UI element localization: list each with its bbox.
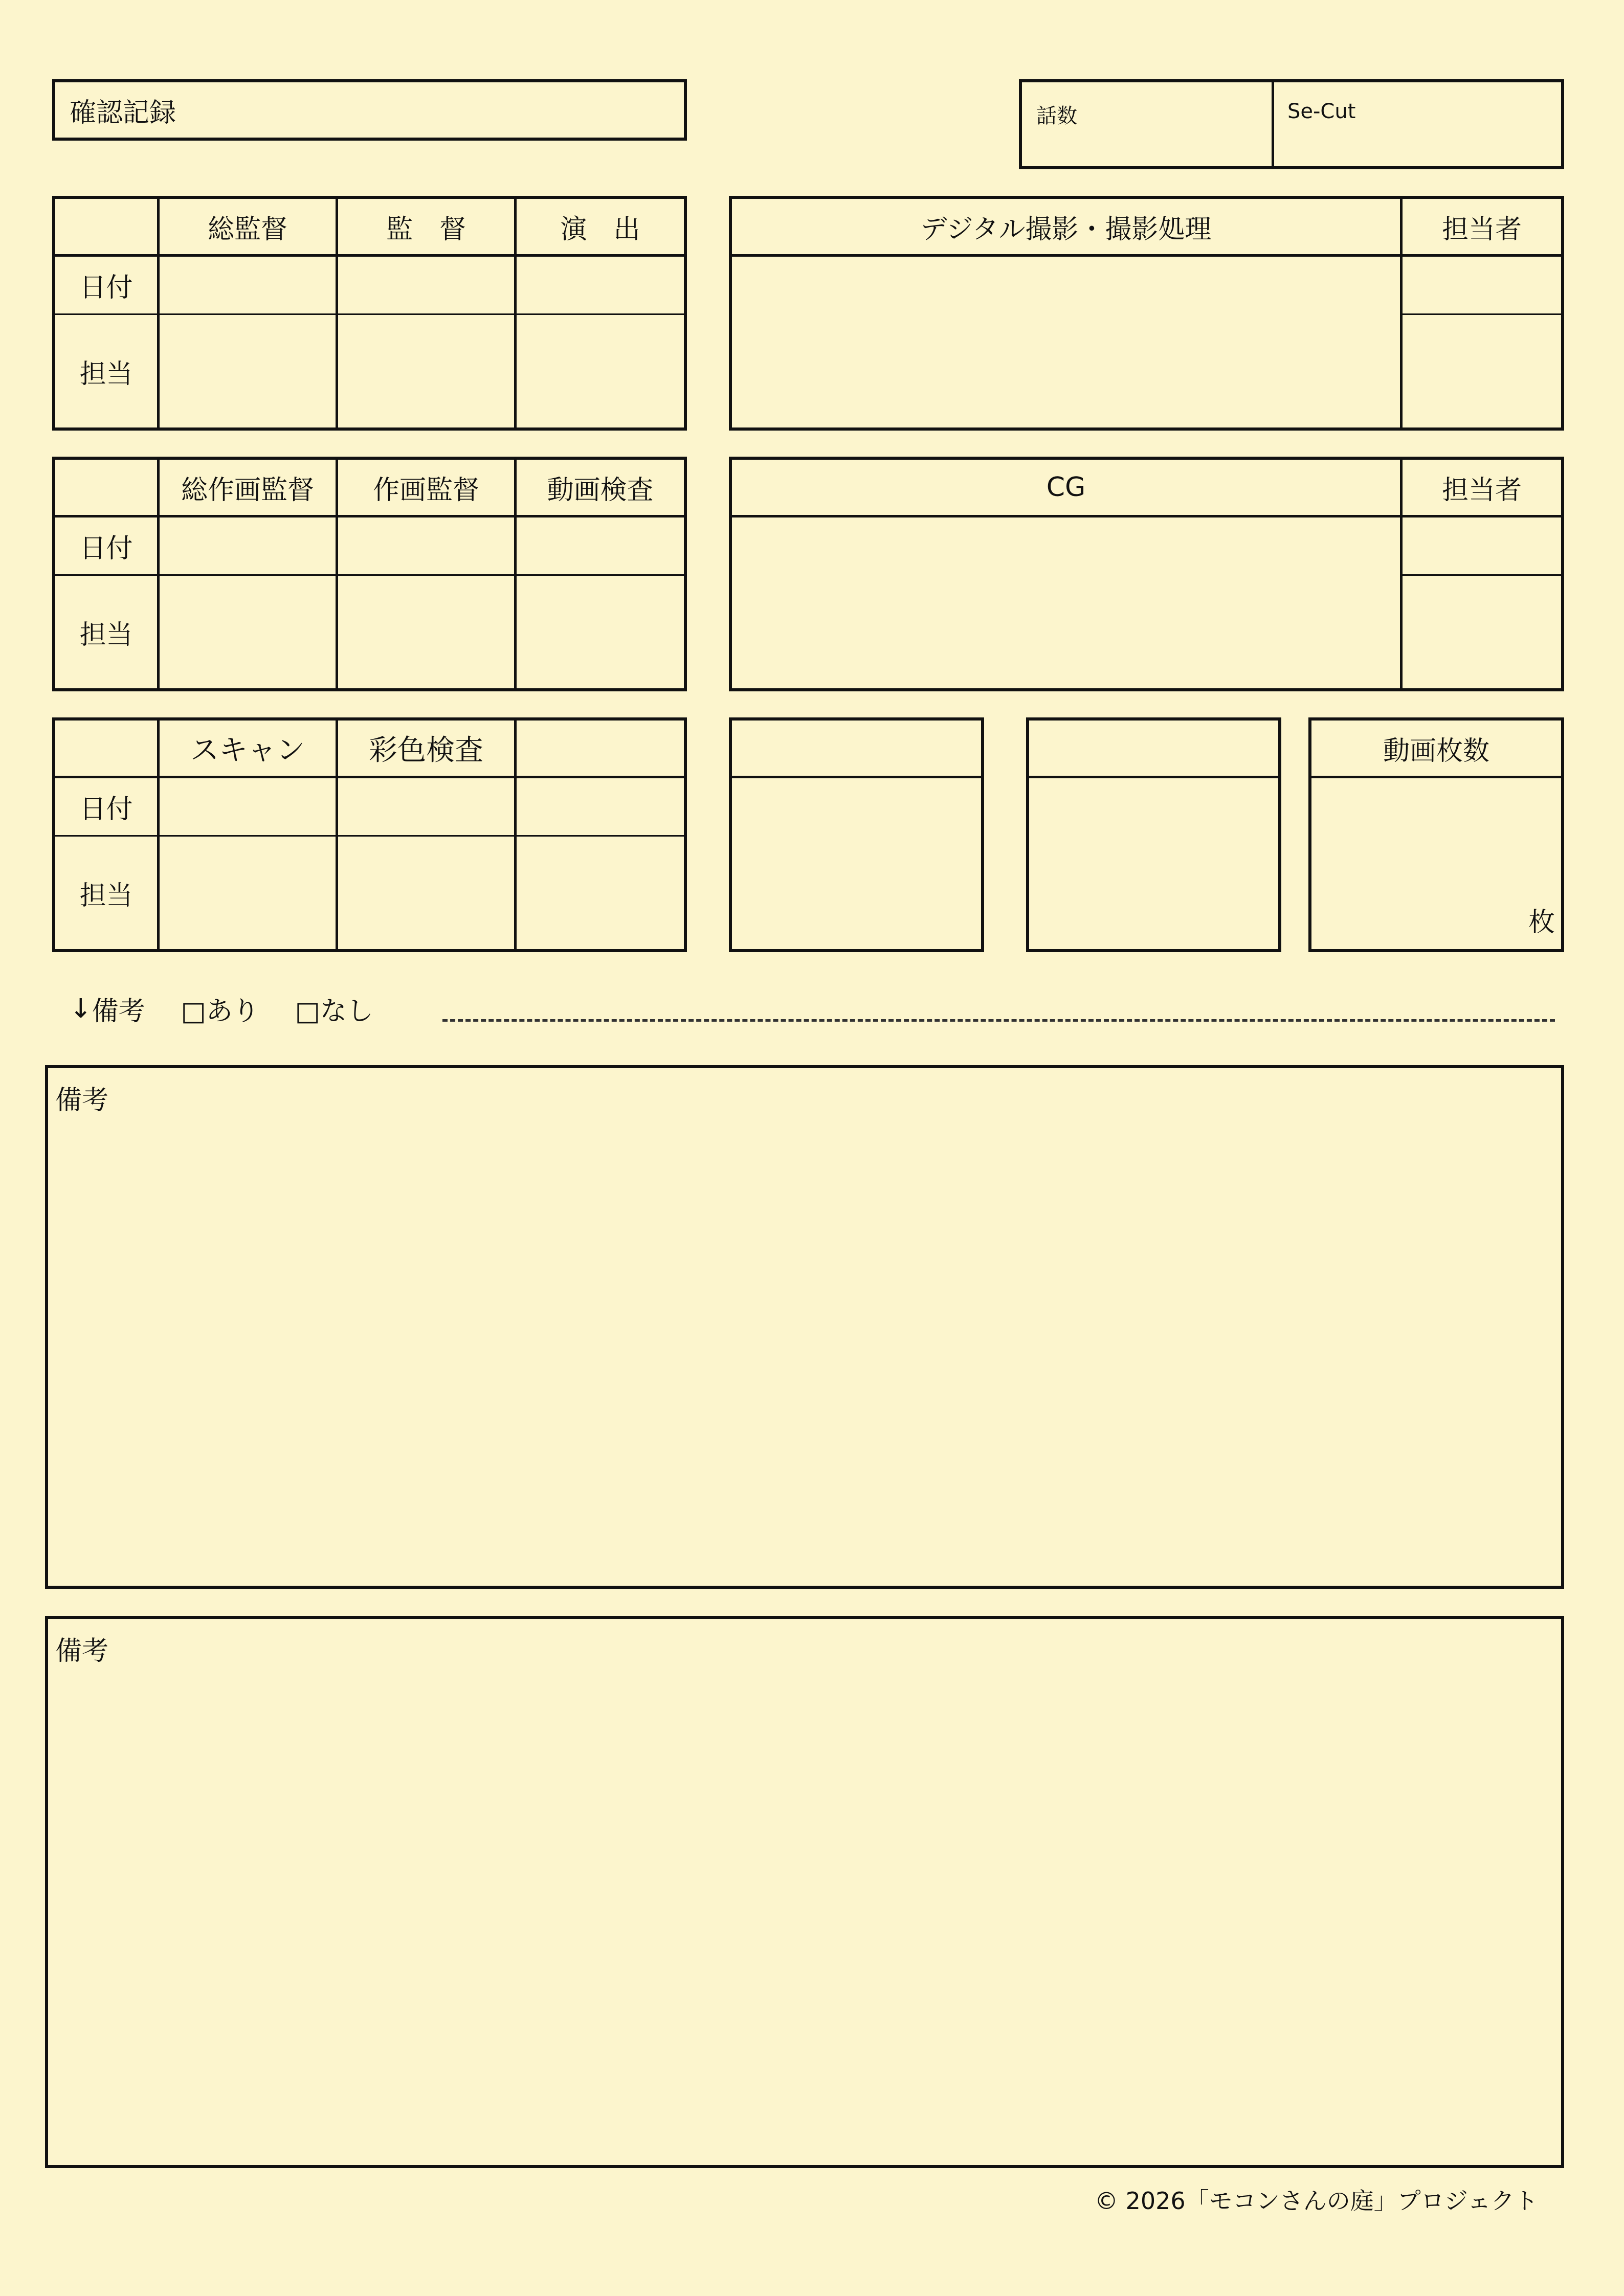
cg-title: CG [1046,472,1086,503]
photography-title: デジタル撮影・撮影処理 [920,214,1212,245]
episode-field[interactable] [1022,82,1272,166]
remarks-box-1-label: 備考 [55,1085,109,1116]
date-cell-episode-director[interactable] [517,257,684,313]
cut-label: Se-Cut [1287,100,1356,123]
remarks-box-2-label: 備考 [55,1636,109,1667]
remarks-toggle-label: 備考 [92,996,145,1027]
photography-assignee-date-cell[interactable] [1403,257,1561,313]
cg-notes-area[interactable] [732,517,1400,688]
column-header-animation-director: 作画監督 [372,475,479,506]
remarks-toggle-row [70,989,373,1028]
date-cell-director[interactable] [338,257,514,313]
approval-table-paint [52,717,687,952]
down-arrow-icon: ↓ [70,993,92,1024]
row-label-assignee: 担当 [79,880,133,911]
column-header-scan: スキャン [190,734,305,767]
cg-assignee-cell[interactable] [1403,576,1561,688]
blank-box-a-title [732,721,981,776]
date-cell-scan[interactable] [160,778,336,835]
column-header-chief-animation-director: 総作画監督 [181,475,314,506]
photography-box [729,196,1564,431]
blank-box-b-title [1029,721,1278,776]
assignee-cell-animation-director[interactable] [338,576,514,688]
column-header-director: 監 督 [386,214,466,245]
assignee-cell-director[interactable] [338,315,514,427]
photography-notes-area[interactable] [732,257,1400,427]
episode-label: 話数 [1036,104,1077,128]
photography-assignee-cell[interactable] [1403,315,1561,427]
cg-assignee-label: 担当者 [1441,475,1522,506]
remarks-option-no[interactable]: □なし [295,996,373,1027]
column-header-episode-director: 演 出 [560,214,640,245]
approval-table-direction [52,196,687,431]
date-cell-chief-director[interactable] [160,257,336,313]
cg-box [729,457,1564,691]
row-label-assignee: 担当 [79,619,133,650]
assignee-cell-episode-director[interactable] [517,315,684,427]
column-header-inbetween-check: 動画検査 [547,475,654,506]
remarks-box-1[interactable] [45,1065,1564,1589]
episode-cut-box [1019,79,1564,169]
record-title-box [52,79,687,141]
photography-assignee-label: 担当者 [1441,214,1522,245]
copyright-footer: © 2026「モコンさんの庭」プロジェクト [1095,2187,1538,2215]
date-cell-inbetween-check[interactable] [517,517,684,574]
assignee-cell-chief-animation-director[interactable] [160,576,336,688]
row-label-date: 日付 [79,273,133,303]
approval-table-animation [52,457,687,691]
inbetween-count-title: 動画枚数 [1383,735,1489,767]
row-label-assignee: 担当 [79,358,133,390]
assignee-cell-blank[interactable] [517,837,684,949]
date-cell-blank[interactable] [517,778,684,835]
column-header-color-check: 彩色検査 [369,734,483,767]
row-label-date: 日付 [79,794,133,825]
inbetween-count-field[interactable] [1311,778,1561,949]
row-label-date: 日付 [79,533,133,564]
date-cell-animation-director[interactable] [338,517,514,574]
column-header-blank [517,721,684,776]
assignee-cell-chief-director[interactable] [160,315,336,427]
date-cell-color-check[interactable] [338,778,514,835]
assignee-cell-inbetween-check[interactable] [517,576,684,688]
cg-assignee-date-cell[interactable] [1403,517,1561,574]
inbetween-count-box [1308,717,1564,952]
blank-box-a-area[interactable] [732,778,981,949]
cut-field[interactable] [1274,82,1561,166]
remarks-dotted-line [442,1019,1555,1022]
remarks-box-2[interactable] [45,1616,1564,2168]
blank-box-a [729,717,984,952]
blank-box-b [1026,717,1281,952]
column-header-chief-director: 総監督 [207,214,287,245]
date-cell-chief-animation-director[interactable] [160,517,336,574]
record-title: 確認記録 [70,97,176,128]
assignee-cell-scan[interactable] [160,837,336,949]
assignee-cell-color-check[interactable] [338,837,514,949]
remarks-option-yes[interactable]: □あり [181,996,259,1027]
inbetween-count-unit: 枚 [1528,907,1555,938]
blank-box-b-area[interactable] [1029,778,1278,949]
